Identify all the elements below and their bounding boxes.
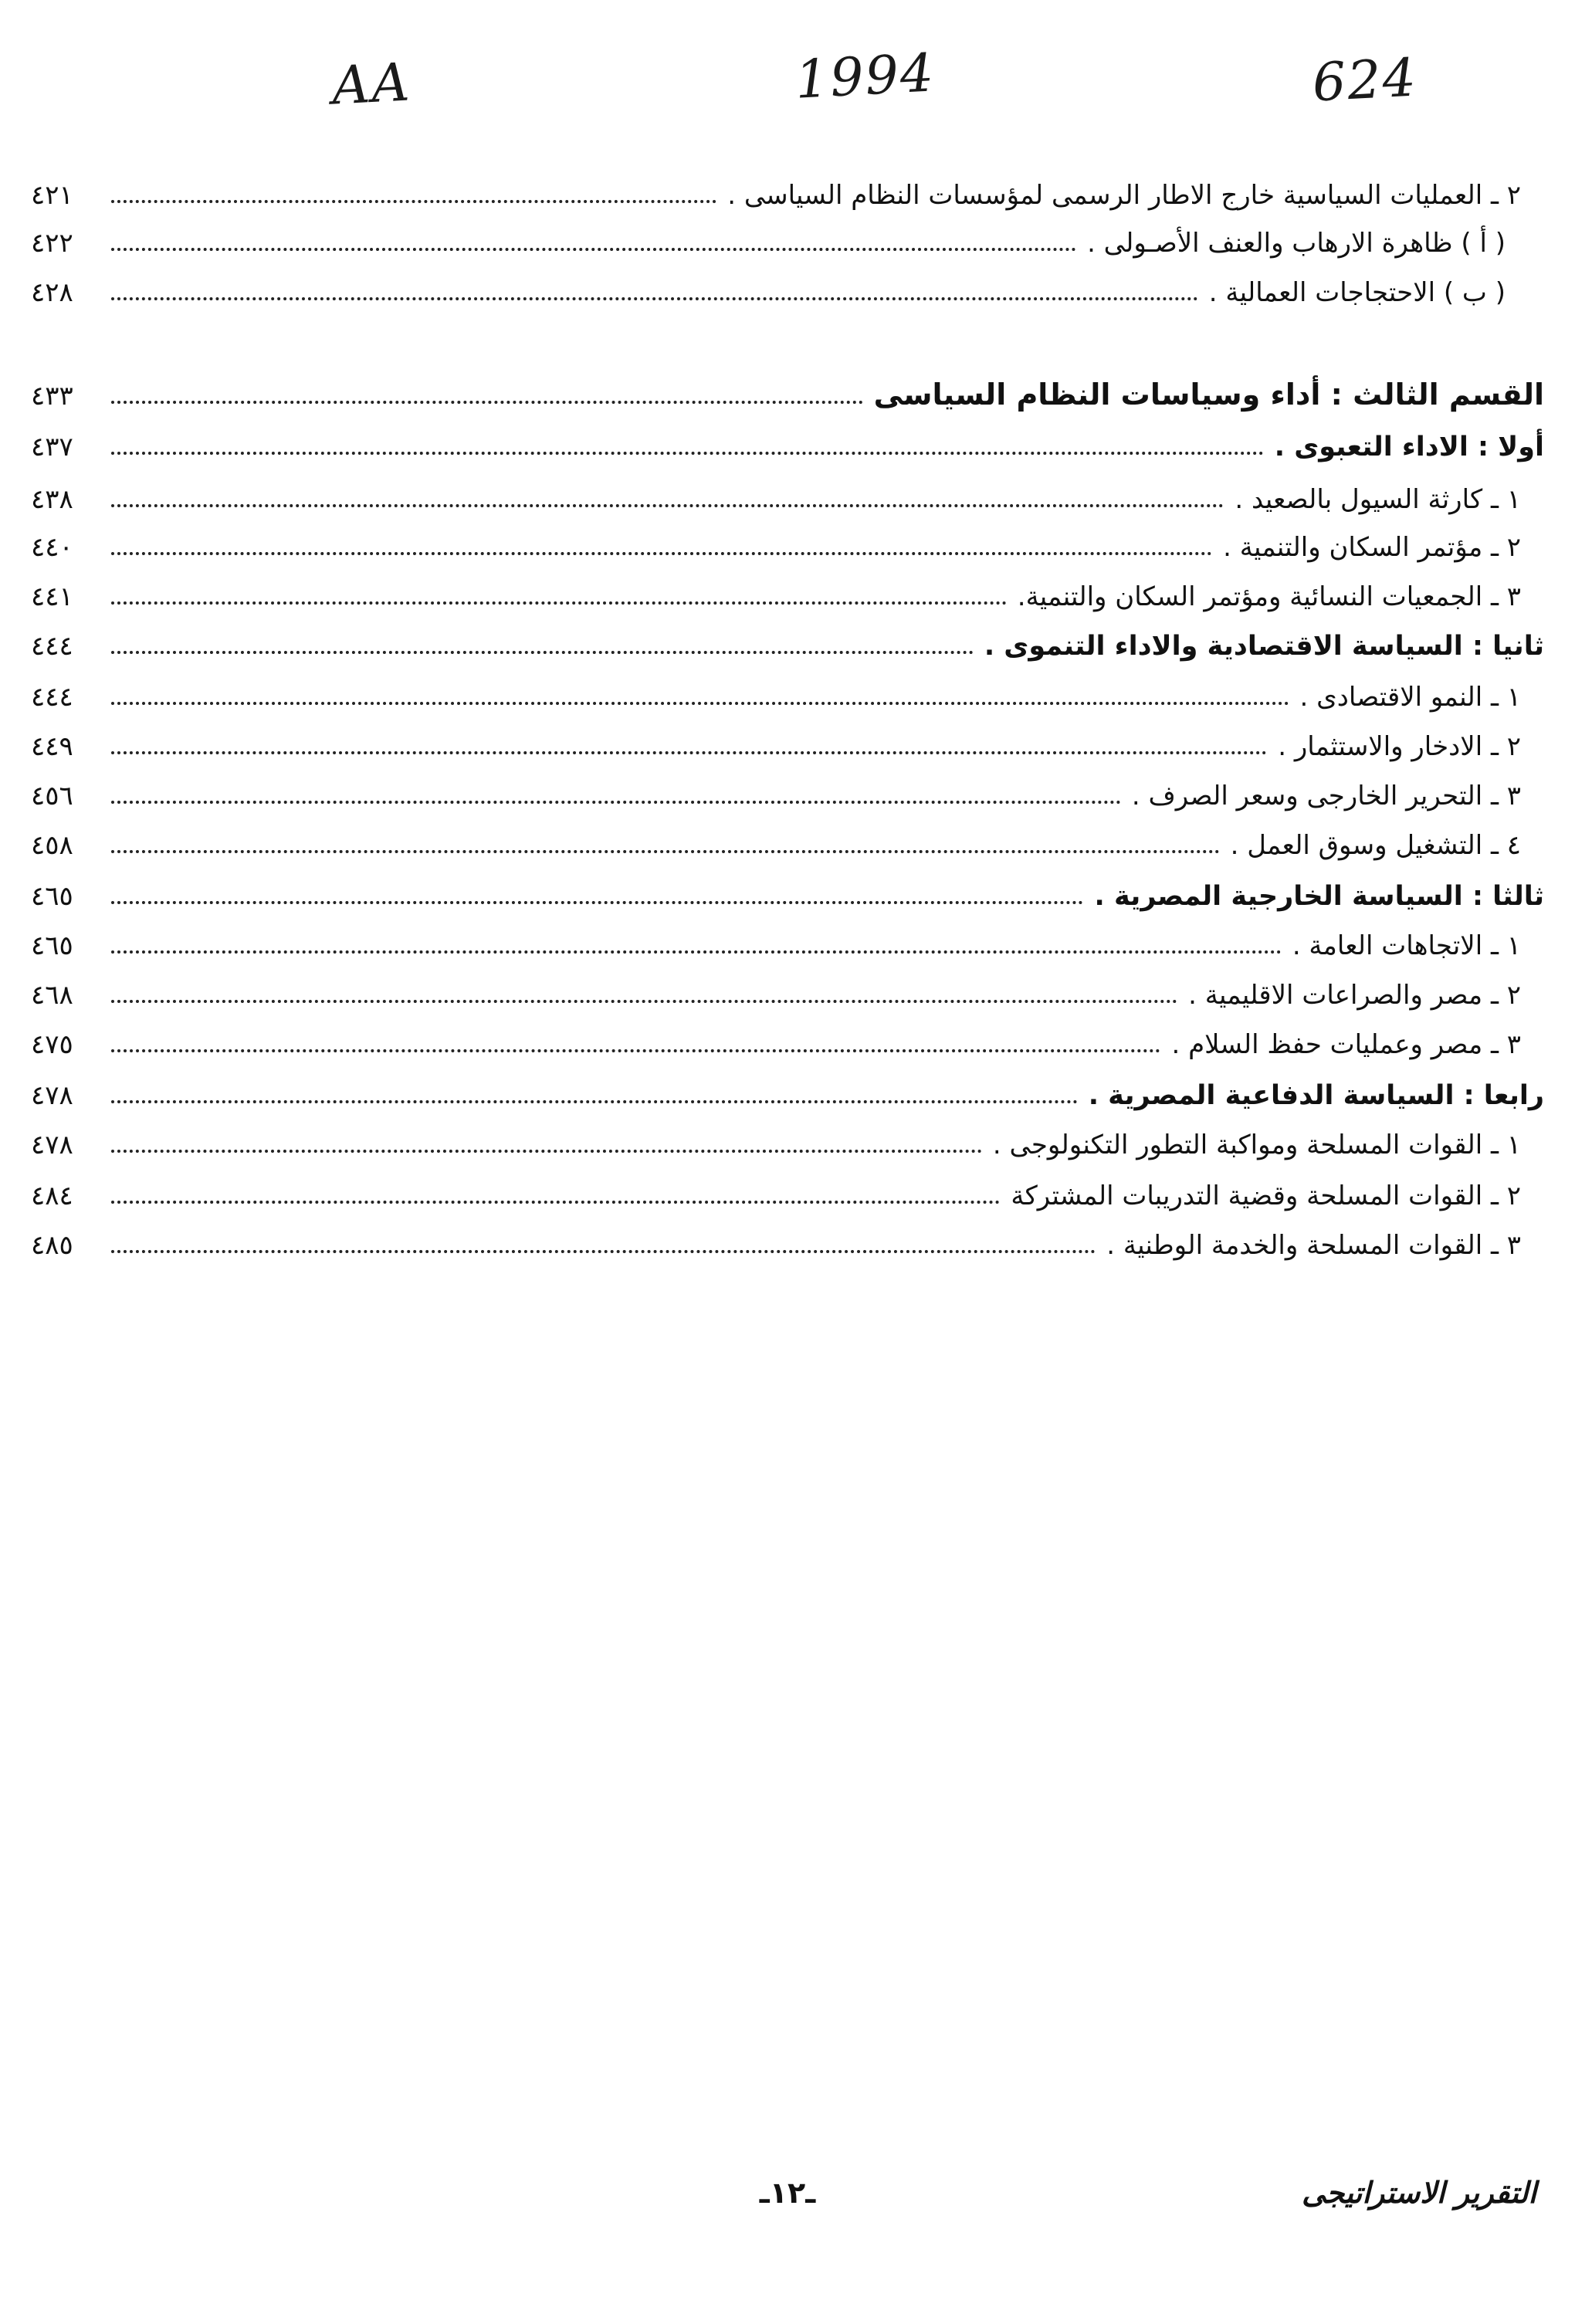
toc-entry-title: ٣ ـ مصر وعمليات حفظ السلام .	[1171, 1029, 1521, 1060]
dot-leader	[111, 850, 1220, 853]
dot-leader	[111, 248, 1076, 251]
toc-entry-title: ٣ ـ القوات المسلحة والخدمة الوطنية .	[1106, 1230, 1521, 1261]
dot-leader	[111, 1000, 1177, 1003]
dot-leader	[111, 504, 1224, 507]
toc-entry-title: ١ ـ النمو الاقتصادى .	[1299, 682, 1521, 713]
dot-leader	[111, 1201, 1000, 1204]
toc-entry-title: رابعا : السياسة الدفاعية المصرية .	[1088, 1080, 1544, 1111]
toc-entry-title: ثالثا : السياسة الخارجية المصرية .	[1094, 881, 1544, 912]
toc-entry	[31, 617, 1544, 666]
toc-entry	[31, 916, 1544, 966]
toc-entry-page: ٤٤٤	[31, 631, 73, 662]
toc-entry-page: ٤٥٨	[31, 830, 73, 861]
dot-leader	[111, 601, 1007, 605]
handwritten-note-left: AA	[330, 52, 413, 117]
dot-leader	[111, 651, 974, 654]
toc-entry	[31, 367, 1544, 416]
dot-leader	[111, 200, 716, 203]
toc-entry	[31, 263, 1544, 313]
handwritten-note-right: 624	[1311, 47, 1419, 114]
toc-entry-title: ٢ ـ القوات المسلحة وقضية التدريبات المشتركة	[1011, 1181, 1521, 1211]
toc-entry-page: ٤٥٦	[31, 781, 73, 811]
dot-leader	[111, 950, 1282, 954]
dot-leader	[111, 901, 1083, 904]
toc-entry	[31, 668, 1544, 717]
handwritten-annotations	[0, 42, 1575, 131]
dot-leader	[111, 401, 863, 404]
dot-leader	[111, 801, 1121, 804]
handwritten-note-year: 1994	[794, 42, 937, 111]
toc-entry-page: ٤٤٩	[31, 731, 73, 762]
toc-entry	[31, 816, 1544, 866]
toc-entry-page: ٤٧٥	[31, 1029, 73, 1060]
toc-entry	[31, 1116, 1544, 1165]
toc-entry-title: ( ب ) الاحتجاجات العمالية .	[1208, 277, 1506, 308]
toc-entry-title: القسم الثالث : أداء وسياسات النظام السياسى	[873, 378, 1544, 412]
toc-entry	[31, 867, 1544, 916]
dot-leader	[111, 552, 1212, 555]
toc-entry	[31, 470, 1544, 520]
toc-entry	[31, 214, 1544, 263]
toc-entry-page: ٤٦٥	[31, 881, 73, 912]
toc-entry-title: ٢ ـ مصر والصراعات الاقليمية .	[1188, 980, 1521, 1011]
dot-leader	[111, 751, 1267, 754]
dot-leader	[111, 702, 1289, 705]
toc-entry-title: ٣ ـ التحرير الخارجى وسعر الصرف .	[1131, 781, 1521, 811]
toc-entry-title: ١ ـ القوات المسلحة ومواكبة التطور التكنولوجى .	[992, 1130, 1521, 1160]
publication-title: التقرير الاستراتيجى	[1302, 2176, 1536, 2210]
toc-entry-title: ٣ ـ الجمعيات النسائية ومؤتمر السكان والتنمية.	[1017, 581, 1521, 612]
toc-entry	[31, 166, 1544, 215]
toc-entry-page: ٤٢١	[31, 180, 73, 211]
toc-entry-title: ٤ ـ التشغيل وسوق العمل .	[1230, 830, 1521, 861]
toc-entry-page: ٤٧٨	[31, 1080, 73, 1111]
dot-leader	[111, 1250, 1096, 1253]
toc-entry-title: ١ ـ الاتجاهات العامة .	[1292, 930, 1521, 961]
toc-entry-title: ٢ ـ مؤتمر السكان والتنمية .	[1223, 532, 1521, 563]
toc-entry-page: ٤٣٧	[31, 432, 73, 462]
toc-entry	[31, 418, 1544, 467]
toc-entry-page: ٤٣٨	[31, 484, 73, 515]
toc-entry	[31, 767, 1544, 816]
toc-entry-title: ( أ ) ظاهرة الارهاب والعنف الأصـولى .	[1087, 228, 1506, 259]
toc-entry-page: ٤٧٨	[31, 1130, 73, 1160]
dot-leader	[111, 297, 1198, 300]
toc-entry-page: ٤٢٢	[31, 228, 73, 259]
toc-entry	[31, 717, 1544, 767]
toc-entry-page: ٤٤٤	[31, 682, 73, 713]
toc-entry-title: ٢ ـ العمليات السياسية خارج الاطار الرسمى لمؤسسات النظام السياسى .	[727, 180, 1521, 211]
toc-entry-title: ٢ ـ الادخار والاستثمار .	[1278, 731, 1521, 762]
toc-entry-page: ٤٨٤	[31, 1181, 73, 1211]
dot-leader	[111, 1100, 1078, 1103]
dot-leader	[111, 452, 1264, 455]
toc-entry-page: ٤٢٨	[31, 277, 73, 308]
toc-entry-title: أولا : الاداء التعبوى .	[1274, 432, 1544, 462]
dot-leader	[111, 1049, 1160, 1052]
page-number: ـ١٢ـ	[759, 2176, 816, 2210]
toc-entry	[31, 1015, 1544, 1065]
toc-entry	[31, 567, 1544, 617]
toc-entry-page: ٤٦٨	[31, 980, 73, 1011]
toc-entry-title: ثانيا : السياسة الاقتصادية والاداء التنموى .	[984, 631, 1544, 662]
toc-entry	[31, 966, 1544, 1015]
toc-entry-page: ٤٣٣	[31, 381, 73, 412]
toc-entry-page: ٤٦٥	[31, 930, 73, 961]
toc-entry	[31, 1066, 1544, 1116]
toc-entry-page: ٤٤١	[31, 581, 73, 612]
dot-leader	[111, 1150, 982, 1153]
toc-entry-page: ٤٨٥	[31, 1230, 73, 1261]
toc-entry	[31, 1167, 1544, 1216]
toc-entry-page: ٤٤٠	[31, 532, 73, 563]
toc-entry	[31, 518, 1544, 567]
toc-entry-title: ١ ـ كارثة السيول بالصعيد .	[1235, 484, 1521, 515]
toc-entry	[31, 1216, 1544, 1265]
